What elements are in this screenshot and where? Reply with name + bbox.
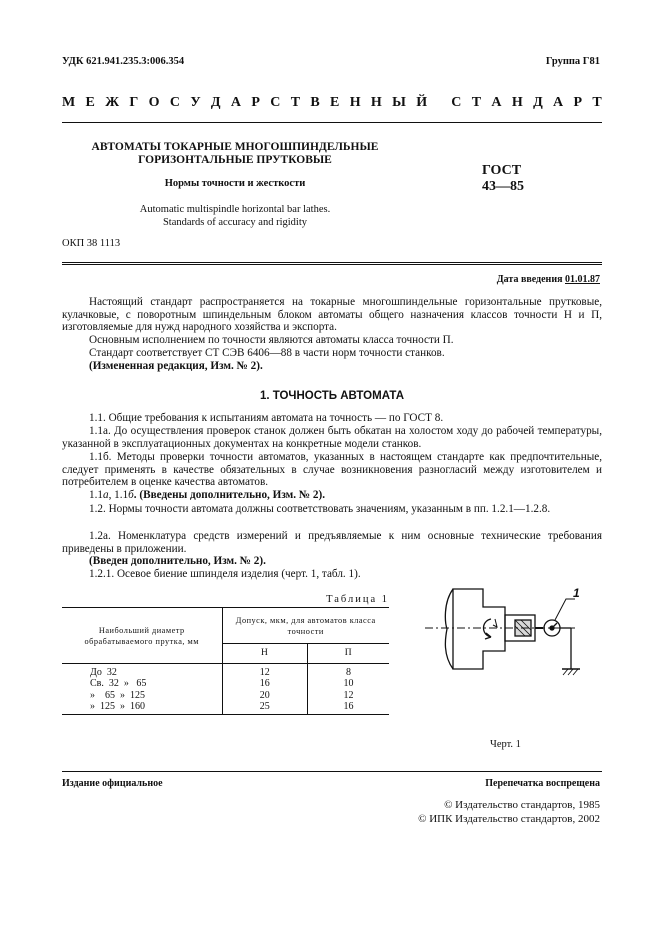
section-heading-1: 1. ТОЧНОСТЬ АВТОМАТА [259,390,405,402]
banner-letter: Д [533,95,543,110]
banner-letter: С [169,95,180,110]
table-row [62,701,389,715]
banner-letter: Г [129,95,139,110]
banner-letter: М [62,95,76,110]
title-line-2: ГОРИЗОНТАЛЬНЫЕ ПРУТКОВЫЕ [138,154,332,166]
cell-class-p: 16 [307,701,389,715]
banner-letter: С [270,95,281,110]
banner-letter: Ы [392,95,406,110]
banner-letter: А [553,95,564,110]
intro-date-value: 01.01.87 [565,274,600,285]
table-row [62,690,389,702]
edition-note: Издание официальное [62,778,163,789]
banner-letter: Ж [105,95,120,110]
clause-1-2: 1.2. Нормы точности автомата должны соответствовать значениям, указанным в пп. 1.2.1—1.2.8. [89,503,551,515]
tolerance-table [62,607,389,715]
okp-code: ОКП 38 1113 [62,238,121,249]
introduction-date [497,274,600,285]
gost-id: 43—85 [482,179,524,194]
col-header-class-h: Н [222,644,307,664]
cell-class-h: 16 [222,678,307,690]
cell-diameter: До 32 [62,664,222,679]
cell-class-h: 25 [222,701,307,715]
english-title [100,203,370,229]
title-line-1: АВТОМАТЫ ТОКАРНЫЕ МНОГОШПИНДЕЛЬНЫЕ [91,141,379,153]
col-header-tolerance: Допуск, мкм, для автоматов класса точности [222,608,389,644]
clause-1-1b: 1.1б. Методы проверки точности автоматов, указанных в настоящем стандарте как предпочтительные, следует применять в качестве обязательных в случае возникновения разногласий между изготовителем и потребителем в оценке качества автоматов. [62,451,602,488]
clause-1-2a-note: (Введен дополнительно, Изм. № 2). [89,555,266,567]
gost-label: ГОСТ [482,163,522,178]
banner-letter: В [310,95,320,110]
banner-letter: А [230,95,242,110]
cell-class-p: 10 [343,678,354,690]
table-caption: Таблица 1 [326,594,389,605]
copyright-1985: © Издательство стандартов, 1985 [444,799,600,811]
footer-rule [62,771,602,772]
banner-letter: Т [592,95,602,110]
banner-letter: Р [251,95,260,110]
banner-letter: А [491,95,502,110]
clause-1-2-1: 1.2.1. Осевое биение шпинделя изделия (черт. 1, табл. 1). [89,568,361,580]
banner-letter: Р [573,95,583,110]
banner-letter: О [148,95,160,110]
clause-1-1ab-note: 1.1а, 1.1б. (Введены дополнительно, Изм. № 2). [89,489,326,501]
cell-class-p: 8 [345,667,351,678]
paragraph-amendment: (Измененная редакция, Изм. № 2). [89,360,263,372]
banner-letter [437,95,441,111]
double-rule [62,262,602,265]
cell-diameter: » 65 » 125 [62,690,222,702]
document-subtitle: Нормы точности и жесткости [164,178,306,189]
cell-class-h: 12 [222,664,307,679]
banner-letter: Е [85,95,95,110]
figure-callout-label: 1 [573,586,580,600]
table-row [62,664,389,679]
banner-letter: Д [210,95,221,110]
col-header-diameter: Наибольший диаметр обрабатываемого прутка, мм [62,608,222,664]
clause-1-1a: 1.1а. До осуществления проверок станок должен быть обкатан на холостом ходу до рабочей температуры, указанной в эксплуатационных документах на конкретные модели станков. [62,425,602,450]
figure-1-drawing [425,583,605,693]
banner-letter: Е [330,95,340,110]
table-row [62,678,389,690]
cell-class-h: 20 [222,690,307,702]
clause-1-2a: 1.2а. Номенклатура средств измерений и предъявляемые к ним основные технические требования приведены в приложении. [62,530,602,555]
document-title [70,141,400,167]
banner-letter: Н [511,95,523,110]
banner-letter: С [451,95,462,110]
col-header-class-p: П [307,644,389,664]
top-rule [62,122,602,123]
cell-class-p: 12 [343,689,354,701]
udk-code: УДК 621.941.235.3:006.354 [62,56,185,67]
cell-diameter: » 125 » 160 [62,701,222,715]
banner-letter: У [190,95,201,110]
english-title-line-2: Standards of accuracy and rigidity [162,217,308,228]
paragraph-scope: Настоящий стандарт распространяется на токарные многошпиндельные горизонтальные прутковые, кулачковые, с поворотным шпиндельным блоком автоматы общего назначения классов точности Н и П, изготовляемые для нужд народного хозяйства и экспорта. [62,296,602,333]
banner-letter: Н [349,95,361,110]
figure-caption: Черт. 1 [490,739,521,750]
group-code: Группа Г81 [545,56,600,67]
banner-letter: Й [416,95,428,110]
banner-letter: Т [471,95,482,110]
gost-number [482,163,524,195]
standard-banner [62,95,602,111]
paragraph-compliance: Стандарт соответствует СТ СЭВ 6406—88 в части норм точности станков. [89,347,445,359]
banner-letter: Т [290,95,301,110]
banner-letter: Н [370,95,382,110]
paragraph-main-class: Основным исполнением по точности являются автоматы класса точности П. [89,334,454,346]
copyright-2002: © ИПК Издательство стандартов, 2002 [418,813,600,825]
clause-1-1: 1.1. Общие требования к испытаниям автомата на точность — по ГОСТ 8. [89,412,444,424]
cell-diameter: Св. 32 » 65 [62,678,222,690]
intro-date-label: Дата введения [496,274,563,285]
reprint-note: Перепечатка воспрещена [485,778,600,789]
english-title-line-1: Automatic multispindle horizontal bar lathes. [139,204,331,215]
